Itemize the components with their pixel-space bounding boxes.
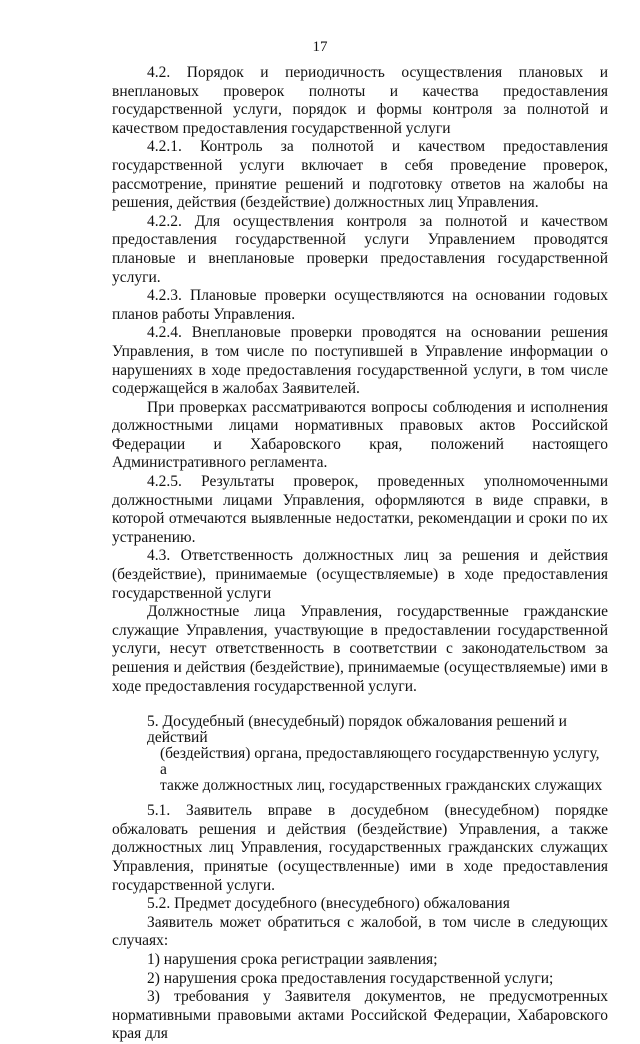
- section-5-heading-line3: также должностных лиц, государственных гражданских служащих: [160, 777, 603, 795]
- paragraph-4-2: 4.2. Порядок и периодичность осуществления плановых и внеплановых проверок полноты и качества предоставления государственной услуги, порядок и формы контроля за полнотой и качеством предоставления государственной услуги: [112, 64, 608, 137]
- paragraph-4-2-1: 4.2.1. Контроль за полнотой и качеством предоставления государственной услуги включает в себя проведение проверок, рассмотрение, принятие решений и подготовку ответов на жалобы на решения, действия (бездействие) должностных лиц Управления.: [112, 138, 608, 212]
- document-body: [112, 64, 608, 1044]
- paragraph-4-2-2: 4.2.2. Для осуществления контроля за полнотой и качеством предоставления государственной услуги Управлением проводятся плановые и внеплановые проверки предоставления государственной услуги.: [112, 212, 608, 286]
- section-5-heading-line1: 5. Досудебный (внесудебный) порядок обжалования решений и действий: [147, 713, 567, 747]
- paragraph-4-2-3: 4.2.3. Плановые проверки осуществляются на основании годовых планов работы Управления.: [112, 287, 608, 323]
- list-item-1: 1) нарушения срока регистрации заявления;: [147, 950, 438, 968]
- paragraph-4-3: 4.3. Ответственность должностных лиц за решения и действия (бездействие), принимаемые (осуществляемые) в ходе предоставления государственной услуги: [112, 547, 608, 602]
- list-item-2: 2) нарушения срока предоставления государственной услуги;: [147, 969, 554, 987]
- paragraph-4-2-5: 4.2.5. Результаты проверок, проведенных уполномоченными должностными лицами Управления, оформляются в виде справки, в которой отмечаются выявленные недостатки, рекомендации и сроки по их устранению.: [112, 473, 608, 546]
- page-number: 17: [312, 39, 328, 55]
- section-5-heading: [112, 714, 608, 794]
- paragraph-4-2-4: 4.2.4. Внеплановые проверки проводятся на основании решения Управления, в том числе по поступившей в Управление информации о нарушениях в ходе предоставления государственной услуги, в том числе содержащейся в жалобах Заявителей.: [112, 324, 608, 398]
- section-5-heading-line2: (бездействия) органа, предоставляющего государственную услугу, а: [160, 745, 600, 779]
- paragraph-responsibility: Должностные лица Управления, государственные гражданские служащие Управления, участвующие в предоставлении государственной услуги, несут ответственность в соответствии с законодательством за решения и действия (бездействие), принимаемые (осуществляемые) ими в ходе предоставления государственной услуги.: [112, 603, 608, 695]
- paragraph-5-2: 5.2. Предмет досудебного (внесудебного) обжалования: [147, 895, 510, 913]
- list-item-3: 3) требования у Заявителя документов, не предусмотренных нормативными правовыми актами Российской Федерации, Хабаровского края для: [112, 988, 608, 1043]
- paragraph-5-1: 5.1. Заявитель вправе в досудебном (внесудебном) порядке обжаловать решения и действия (бездействие) Управления, а также должностных лиц Управления, государственных гражданских служащих Управления, принятые (осуществленные) ими в ходе предоставления государственной услуги.: [112, 802, 608, 894]
- paragraph-complaint-cases: Заявитель может обратиться с жалобой, в том числе в следующих случаях:: [112, 913, 608, 950]
- paragraph-inspections: При проверках рассматриваются вопросы соблюдения и исполнения должностными лицами нормативных правовых актов Российской Федерации и Хабаровского края, положений настоящего Административного регламента.: [112, 398, 608, 472]
